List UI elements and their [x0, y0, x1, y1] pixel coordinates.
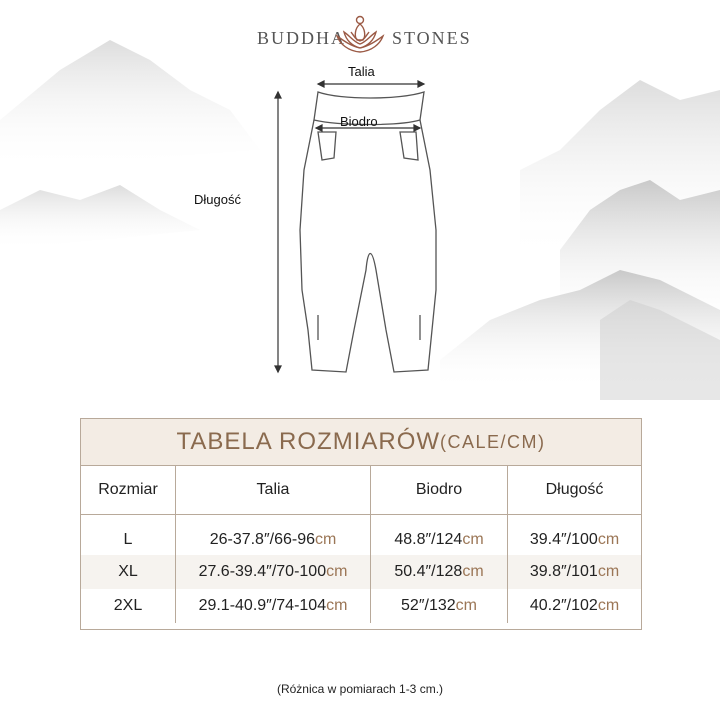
table-row: [81, 515, 641, 556]
cell-size: XL: [81, 555, 176, 589]
length-label: Długość: [194, 192, 241, 207]
size-table: [80, 418, 642, 630]
cell-length: 39.4″/100cm: [508, 515, 642, 556]
size-table-title-text: TABELA ROZMIARÓW: [176, 428, 441, 455]
header-hip: Biodro: [371, 466, 508, 515]
cell-length: 40.2″/102cm: [508, 589, 642, 623]
hip-label: Biodro: [340, 114, 378, 129]
cell-size: 2XL: [113, 597, 143, 614]
pants-outline: [300, 120, 436, 372]
cell-waist: 26-37.8″/66-96cm: [176, 515, 371, 556]
left-pocket: [318, 132, 336, 160]
cell-hip: 50.4″/128cm: [371, 555, 508, 589]
size-table-title-unit: (CALE/CM): [440, 431, 546, 452]
cell-hip: 52″/132cm: [371, 589, 508, 623]
waist-label: Talia: [348, 64, 375, 79]
header-row: [81, 466, 641, 515]
header-waist: Talia: [176, 466, 371, 515]
cell-waist: 27.6-39.4″/70-100cm: [176, 555, 371, 589]
cell-size: L: [123, 531, 133, 548]
header-length: Długość: [508, 466, 642, 515]
header-size: Rozmiar: [81, 466, 176, 515]
brand-name-right: STONES: [392, 28, 472, 48]
right-pocket: [400, 132, 418, 160]
measurement-footnote: (Różnica w pomiarach 1-3 cm.): [276, 682, 444, 696]
table-row: [81, 555, 641, 589]
cell-hip: 48.8″/124cm: [371, 515, 508, 556]
cell-waist: 29.1-40.9″/74-104cm: [176, 589, 371, 623]
brand-name-left: BUDDHA: [256, 28, 346, 48]
cell-length: 39.8″/101cm: [508, 555, 642, 589]
size-table-title: [81, 419, 641, 466]
table-row: [81, 589, 641, 623]
size-table-grid: [81, 466, 641, 623]
